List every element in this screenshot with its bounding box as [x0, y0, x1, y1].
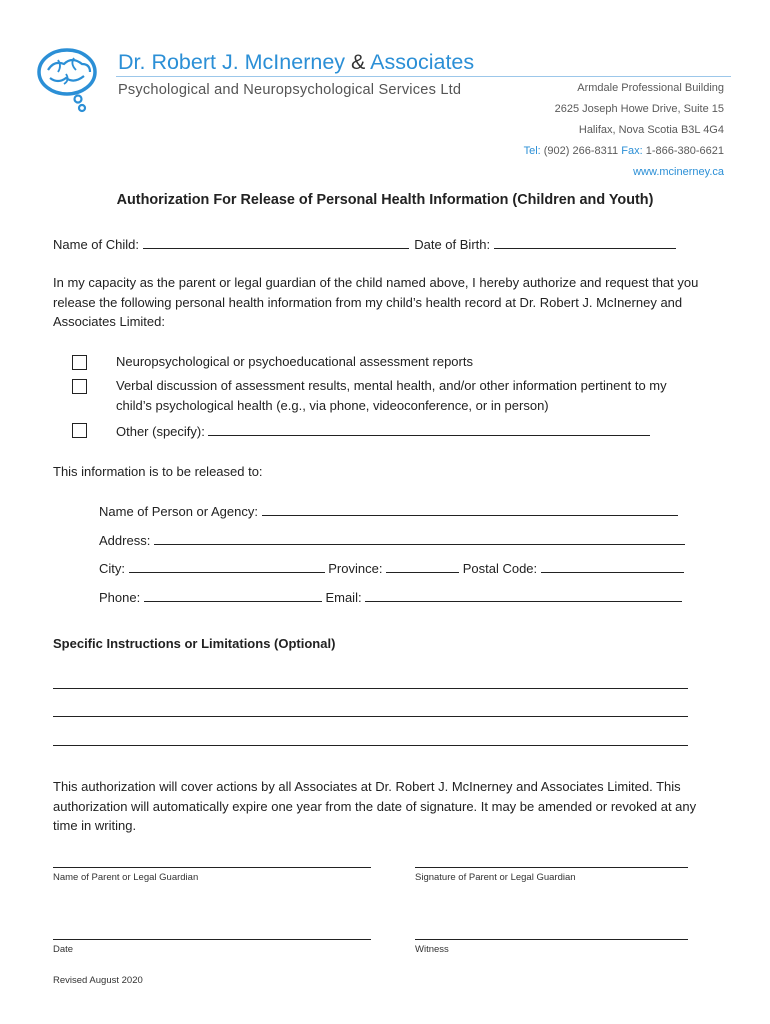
address-line: Armdale Professional Building	[577, 82, 724, 94]
recipient-phone-row	[99, 589, 682, 605]
instructions-line[interactable]	[53, 688, 688, 689]
dob-label: Date of Birth:	[414, 237, 491, 252]
instructions-line[interactable]	[53, 745, 688, 746]
email-label: Email:	[325, 590, 362, 605]
recipient-address-field[interactable]	[154, 532, 685, 545]
other-specify-field[interactable]	[208, 423, 650, 436]
firm-subtitle: Psychological and Neuropsychological Services Ltd	[118, 82, 462, 98]
email-field[interactable]	[365, 589, 682, 602]
instructions-heading: Specific Instructions or Limitations (Optional)	[53, 636, 336, 651]
option-checkbox-reports[interactable]	[72, 355, 87, 370]
option-label-reports: Neuropsychological or psychoeducational assessment reports	[116, 354, 473, 369]
child-name-label: Name of Child:	[53, 237, 139, 252]
closing-paragraph: This authorization will cover actions by all Associates at Dr. Robert J. McInerney and Associates Limited. This authorization will automatically expire one year from the date of signature. It may be amended or revoked at any time in writing.	[53, 779, 697, 833]
province-field[interactable]	[386, 560, 459, 573]
province-label: Province:	[328, 561, 383, 576]
phone-label: Phone:	[99, 590, 141, 605]
firm-address-block	[524, 78, 724, 183]
recipient-name-label: Name of Person or Agency:	[99, 504, 258, 519]
header-divider	[116, 76, 731, 77]
recipient-name-field[interactable]	[262, 503, 678, 516]
recipient-name-row	[99, 503, 678, 519]
option-other-row	[116, 423, 650, 439]
option-checkbox-verbal[interactable]	[72, 379, 87, 394]
date-line[interactable]	[53, 939, 371, 940]
witness-label: Witness	[415, 944, 449, 955]
instructions-line[interactable]	[53, 716, 688, 717]
recipient-city-row	[99, 560, 684, 576]
postal-code-label: Postal Code:	[462, 561, 538, 576]
postal-code-field[interactable]	[541, 560, 684, 573]
witness-line[interactable]	[415, 939, 688, 940]
child-name-field[interactable]	[143, 236, 409, 249]
option-label-other: Other (specify):	[116, 424, 205, 439]
phone-field[interactable]	[144, 589, 322, 602]
form-title: Authorization For Release of Personal Health Information (Children and Youth)	[116, 192, 654, 208]
option-label-verbal: Verbal discussion of assessment results, mental health, and/or other information pertinent to my child’s psychological health (e.g., via phone, videoconference, or in person)	[116, 378, 667, 413]
intro-paragraph: In my capacity as the parent or legal guardian of the child named above, I hereby authorize and request that you release the following personal health information from my child’s health record at Dr. Robert J. McInerney and Associates Limited:	[53, 275, 699, 329]
revision-note: Revised August 2020	[53, 975, 143, 986]
city-field[interactable]	[129, 560, 325, 573]
guardian-signature-line[interactable]	[415, 867, 688, 868]
child-info-row	[53, 236, 676, 252]
guardian-signature-label: Signature of Parent or Legal Guardian	[415, 872, 576, 883]
dob-field[interactable]	[494, 236, 676, 249]
address-line: 2625 Joseph Howe Drive, Suite 15	[554, 103, 724, 115]
option-checkbox-other[interactable]	[72, 423, 87, 438]
city-label: City:	[99, 561, 125, 576]
website-link[interactable]: www.mcinerney.ca	[633, 166, 724, 178]
date-label: Date	[53, 944, 74, 955]
address-line: Halifax, Nova Scotia B3L 4G4	[578, 124, 724, 136]
firm-name: Dr. Robert J. McInerney & Associates	[118, 50, 475, 74]
contact-line: Tel: (902) 266-8311 Fax: 1-866-380-6621	[523, 145, 724, 157]
brain-logo-icon	[36, 44, 100, 114]
recipient-address-label: Address:	[99, 533, 151, 548]
guardian-name-line[interactable]	[53, 867, 371, 868]
release-to-label: This information is to be released to:	[53, 464, 263, 479]
recipient-address-row	[99, 532, 685, 548]
guardian-name-label: Name of Parent or Legal Guardian	[53, 872, 199, 883]
